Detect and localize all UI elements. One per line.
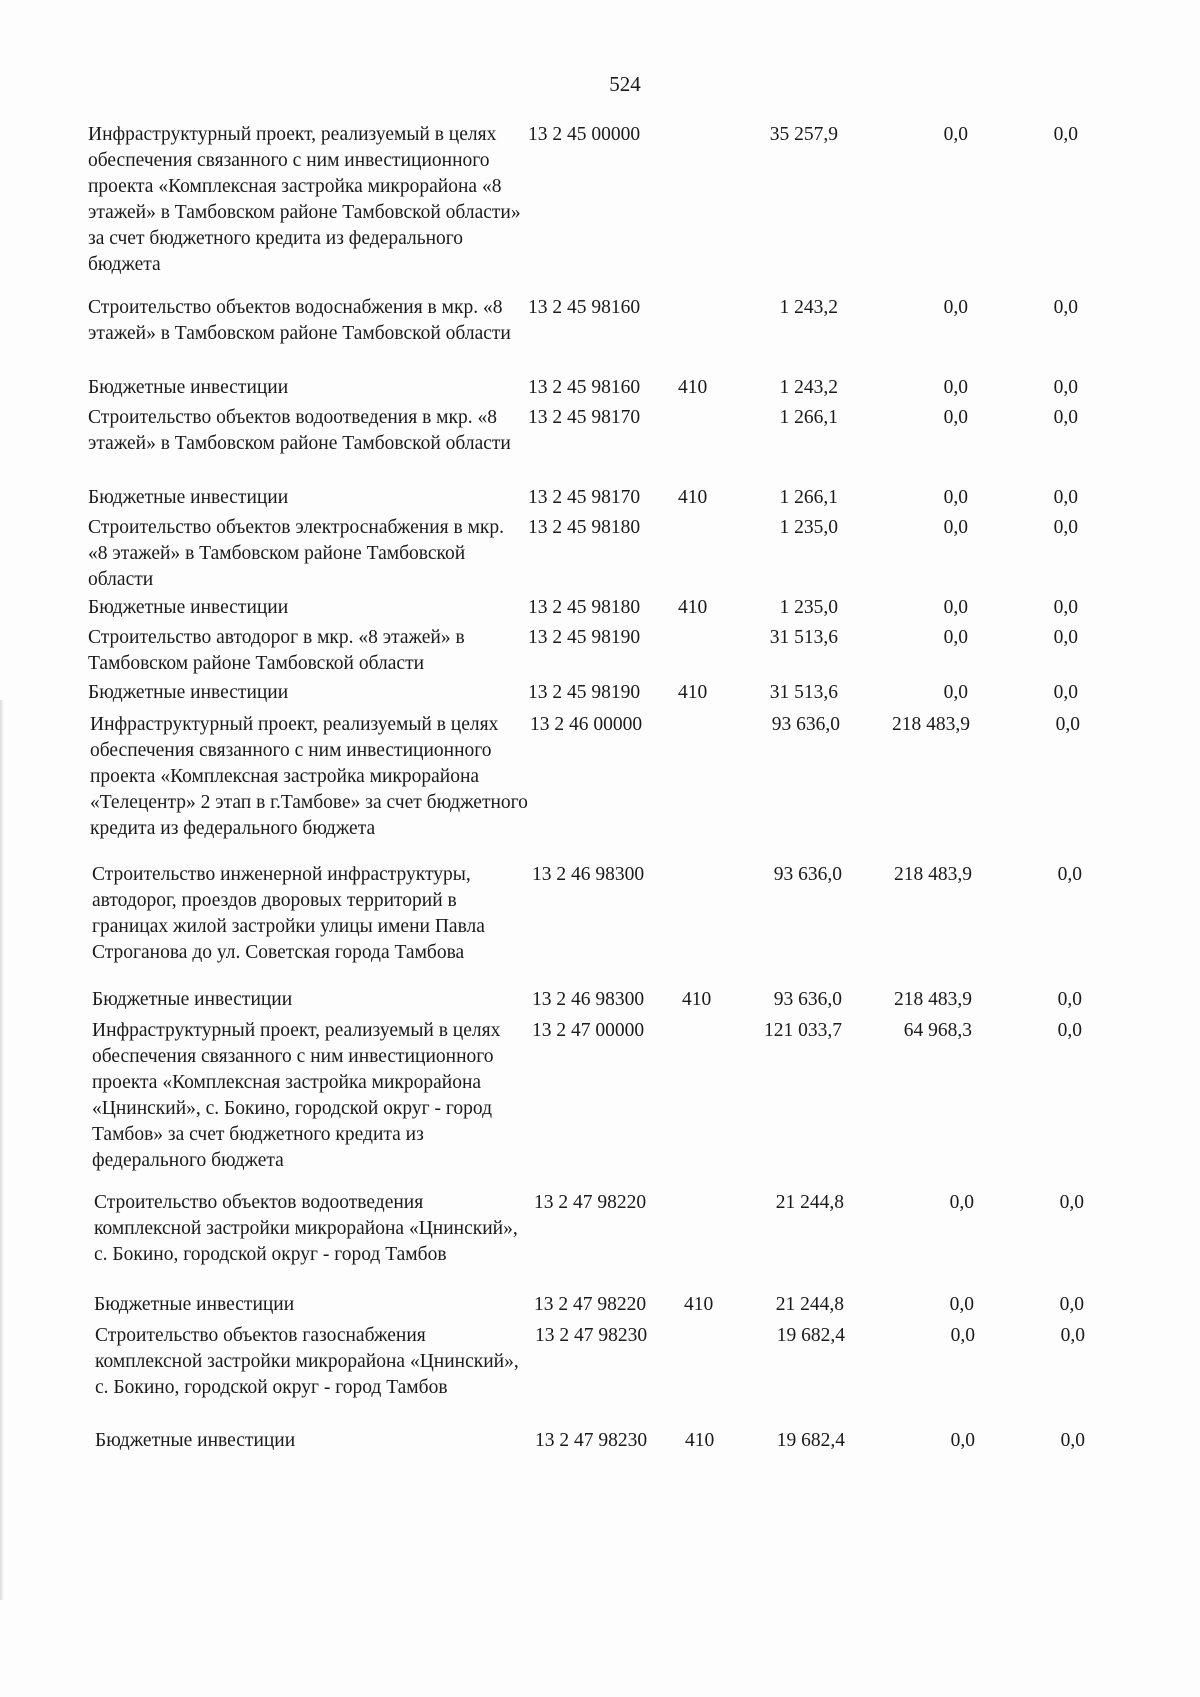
row-value-1: 1 235,0 [779,517,838,538]
row-value-3: 0,0 [1053,597,1078,618]
row-value-2: 218 483,9 [894,989,972,1010]
row-name: Строительство объектов электроснабжения в мкр. «8 этажей» в Тамбовском районе Тамбовской области [88,517,505,590]
row-expense-type: 410 [682,989,712,1010]
row-value-2: 0,0 [943,517,968,538]
row-code: 13 2 46 98300 [532,864,645,885]
row-code: 13 2 45 98170 [528,407,641,428]
row-value-1: 31 513,6 [769,682,838,703]
row-name: Строительство объектов водоснабжения в мкр. «8 этажей» в Тамбовском районе Тамбовской области [88,297,511,344]
row-value-3: 0,0 [1053,124,1078,145]
row-name: Строительство объектов газоснабжения комплексной застройки микрорайона «Цнинский», с. Бокино, городской округ - город Тамбов [95,1325,519,1398]
table-row [88,122,1180,275]
row-name: Инфраструктурный проект, реализуемый в целях обеспечения связанного с ним инвестиционного проекта «Комплексная застройка микрорайона «Цнинский», с. Бокино, городской округ - город Тамбов» за счет бюджетного кредита из федерального бюджета [92,1020,501,1171]
table-row [88,375,1180,399]
row-name: Бюджетные инвестиции [88,487,289,508]
row-code: 13 2 45 98190 [528,627,641,648]
row-value-2: 0,0 [950,1430,975,1451]
row-value-3: 0,0 [1053,487,1078,508]
row-value-1: 1 235,0 [779,597,838,618]
row-code: 13 2 47 98220 [534,1192,647,1213]
row-value-1: 1 243,2 [779,297,838,318]
row-value-3: 0,0 [1057,864,1082,885]
row-expense-type: 410 [684,1294,714,1315]
row-name: Бюджетные инвестиции [88,377,289,398]
row-value-2: 0,0 [943,297,968,318]
row-name: Строительство объектов водоотведения в мкр. «8 этажей» в Тамбовском районе Тамбовской области [88,407,511,454]
row-value-1: 35 257,9 [769,124,838,145]
row-value-2: 0,0 [943,682,968,703]
row-expense-type: 410 [685,1430,715,1451]
row-value-3: 0,0 [1053,682,1078,703]
row-code: 13 2 45 98160 [528,297,641,318]
row-name: Бюджетные инвестиции [95,1430,296,1451]
row-value-1: 1 266,1 [779,487,838,508]
page-number: 524 [609,72,641,96]
table-row [88,680,1180,704]
row-value-2: 0,0 [943,377,968,398]
row-code: 13 2 47 98220 [534,1294,647,1315]
table-row [92,1018,1180,1171]
row-value-3: 0,0 [1060,1325,1085,1346]
table-row [92,987,1180,1011]
row-value-2: 64 968,3 [903,1020,972,1041]
table-row [90,712,1180,839]
row-name: Бюджетные инвестиции [92,989,293,1010]
row-name: Строительство автодорог в мкр. «8 этажей» в Тамбовском районе Тамбовской области [88,627,465,674]
row-value-3: 0,0 [1059,1192,1084,1213]
table-row [88,515,1180,590]
row-value-1: 19 682,4 [776,1325,845,1346]
row-value-2: 0,0 [949,1192,974,1213]
table-row [95,1323,1180,1398]
row-value-2: 0,0 [943,124,968,145]
table-row [88,405,1180,454]
row-code: 13 2 46 00000 [530,714,643,735]
table-row [88,485,1180,509]
table-row [95,1428,1180,1452]
row-value-3: 0,0 [1057,989,1082,1010]
row-value-3: 0,0 [1055,714,1080,735]
row-value-3: 0,0 [1057,1020,1082,1041]
row-value-2: 0,0 [943,487,968,508]
row-value-1: 93 636,0 [773,989,842,1010]
row-name: Инфраструктурный проект, реализуемый в целях обеспечения связанного с ним инвестиционного проекта «Комплексная застройка микрорайона «8 этажей» в Тамбовском районе Тамбовской области» за счет бюджетного кредита из федерального бюджета [88,124,521,275]
table-row [88,625,1180,674]
row-value-2: 0,0 [943,597,968,618]
row-value-3: 0,0 [1053,407,1078,428]
row-name: Бюджетные инвестиции [88,597,289,618]
table-row [92,862,1180,963]
row-code: 13 2 47 98230 [535,1325,648,1346]
row-expense-type: 410 [678,377,708,398]
row-name: Инфраструктурный проект, реализуемый в целях обеспечения связанного с ним инвестиционного проекта «Комплексная застройка микрорайона «Телецентр» 2 этап в г.Тамбове» за счет бюджетного кредита из федерального бюджета [90,714,528,839]
table-row [88,595,1180,619]
row-value-1: 93 636,0 [771,714,840,735]
row-name: Бюджетные инвестиции [88,682,289,703]
row-value-3: 0,0 [1053,377,1078,398]
row-code: 13 2 45 98180 [528,597,641,618]
row-value-1: 21 244,8 [775,1192,844,1213]
table-row [94,1292,1180,1316]
row-value-2: 0,0 [943,407,968,428]
row-name: Строительство объектов водоотведения комплексной застройки микрорайона «Цнинский», с. Бокино, городской округ - город Тамбов [94,1192,518,1265]
row-value-2: 218 483,9 [894,864,972,885]
row-expense-type: 410 [678,597,708,618]
row-value-3: 0,0 [1053,517,1078,538]
row-value-2: 218 483,9 [892,714,970,735]
row-code: 13 2 46 98300 [532,989,645,1010]
row-value-3: 0,0 [1053,297,1078,318]
row-value-1: 19 682,4 [776,1430,845,1451]
row-code: 13 2 47 00000 [532,1020,645,1041]
row-value-1: 93 636,0 [773,864,842,885]
row-value-1: 121 033,7 [764,1020,842,1041]
row-expense-type: 410 [678,682,708,703]
row-value-1: 21 244,8 [775,1294,844,1315]
row-value-1: 31 513,6 [769,627,838,648]
row-value-2: 0,0 [949,1294,974,1315]
row-value-3: 0,0 [1060,1430,1085,1451]
row-value-3: 0,0 [1053,627,1078,648]
row-name: Бюджетные инвестиции [94,1294,295,1315]
table-row [94,1190,1180,1265]
row-value-2: 0,0 [943,627,968,648]
row-value-1: 1 266,1 [779,407,838,428]
row-expense-type: 410 [678,487,708,508]
row-value-3: 0,0 [1059,1294,1084,1315]
row-code: 13 2 47 98230 [535,1430,648,1451]
row-code: 13 2 45 00000 [528,124,641,145]
row-value-1: 1 243,2 [779,377,838,398]
row-value-2: 0,0 [950,1325,975,1346]
row-code: 13 2 45 98160 [528,377,641,398]
row-code: 13 2 45 98180 [528,517,641,538]
row-code: 13 2 45 98170 [528,487,641,508]
table-row [88,295,1180,344]
row-code: 13 2 45 98190 [528,682,641,703]
row-name: Строительство инженерной инфраструктуры, автодорог, проездов дворовых территорий в границах жилой застройки улицы имени Павла Строганова до ул. Советская города Тамбова [92,864,485,963]
